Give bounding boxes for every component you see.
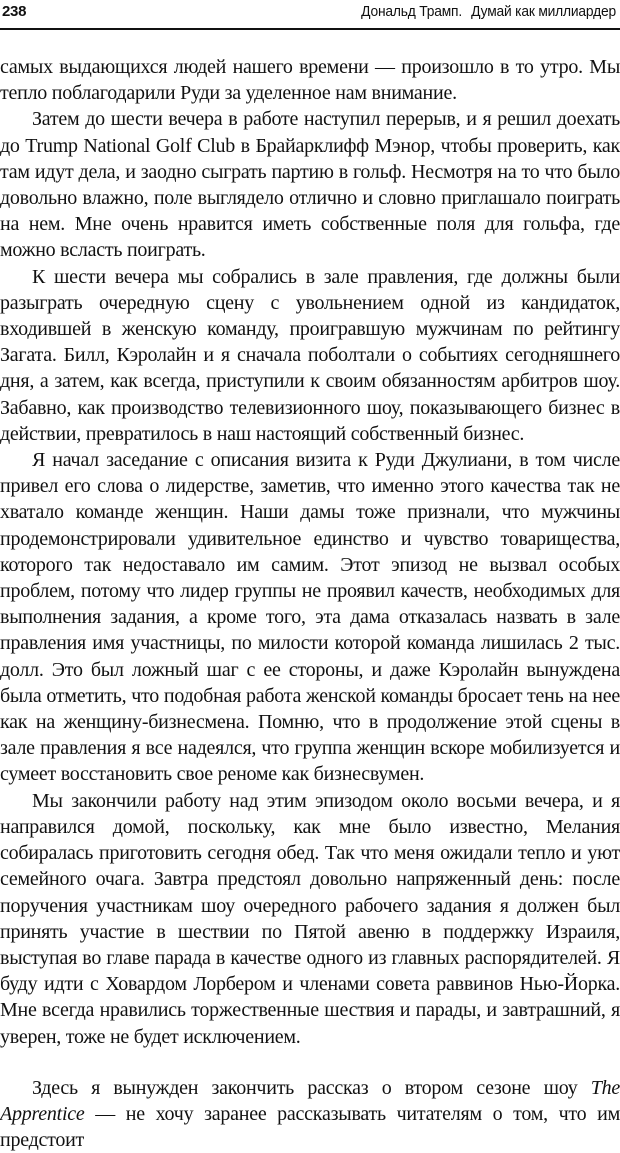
season-end-text-after: — не хочу заранее рассказывать читателям о том, что им предстоит	[0, 1102, 620, 1152]
paragraph-meeting: Я начал заседание с описания визита к Руди Джулиани, в том числе привел его слова о лидерстве, заметив, что именно этого качества так не хватало команде женщин. Наши дамы тоже признали, что мужчины продемонстрировали удивительное единство и чувство товарищества, которого так недоставало им самим. Этот эпизод не вызвал особых проблем, потому что лидер группы не проявил качеств, необходимых для выполнения задания, а кроме того, эта дама отказалась назвать в зале правления имя участницы, по милости которой команда лишилась 2 тыс. долл. Это был ложный шаг с ее стороны, и даже Кэролайн вынуждена была отметить, что подобная работа женской команды бросает тень на нее как на женщину-бизнесмена. Помню, что в продолжение этой сцены в зале правления я все надеялся, что группа женщин вскоре мобилизуется и сумеет восстановить свое реноме как бизнесвумен.	[0, 449, 620, 786]
running-head	[352, 3, 616, 20]
paragraph-continuation: самых выдающихся людей нашего времени — произошло в то утро. Мы тепло поблагодарили Руди за уделенное нам внимание.	[0, 56, 620, 105]
paragraph-golf-club: Затем до шести вечера в работе наступил перерыв, и я решил доехать до Trump National Golf Club в Брайарклифф Мэнор, чтобы проверить, как там идут дела, и заодно сыграть партию в гольф. Несмотря на то что было довольно влажно, поле выглядело отлично и словно приглашало поиграть на нем. Мне очень нравится иметь собственные поля для гольфа, где можно всласть поиграть.	[0, 108, 620, 262]
running-head-title: Думай как миллиардер	[471, 3, 616, 20]
paragraph-season-end	[0, 1075, 620, 1153]
paragraph-boardroom: К шести вечера мы собрались в зале правления, где должны были разыграть очередную сцену с увольнением одной из кандидаток, входившей в женскую команду, проигравшую мужчинам по рейтингу Загата. Билл, Кэролайн и я сначала поболтали о событиях сегодняшнего дня, а затем, как всегда, приступили к своим обязанностям арбитров шоу. Забавно, как производство телевизионного шоу, показывающего бизнес в действии, превратилось в наш настоящий собственный бизнес.	[0, 265, 620, 445]
season-end-text-before: Здесь я вынужден закончить рассказ о втором сезоне шоу	[32, 1076, 591, 1099]
page-header	[0, 0, 620, 30]
body-text	[0, 54, 620, 1153]
paragraph-evening: Мы закончили работу над этим эпизодом около восьми вечера, и я направился домой, поскольку, как мне было известно, Мелания собиралась приготовить сегодня обед. Так что меня ожидали тепло и уют семейного очага. Завтра предстоял довольно напряженный день: после поручения участникам шоу очередного рабочего задания я должен был принять участие в шествии по Пятой авеню в поддержку Израиля, выступая во главе парада в качестве одного из главных распорядителей. Я буду идти с Ховардом Лорбером и членами совета раввинов Нью-Йорка. Мне всегда нравились торжественные шествия и парады, и завтрашний, я уверен, тоже не будет исключением.	[0, 789, 620, 1048]
page-number: 238	[2, 3, 27, 20]
show-title-italic: The Apprentice	[0, 1076, 620, 1125]
running-head-author: Дональд Трамп.	[361, 3, 463, 20]
